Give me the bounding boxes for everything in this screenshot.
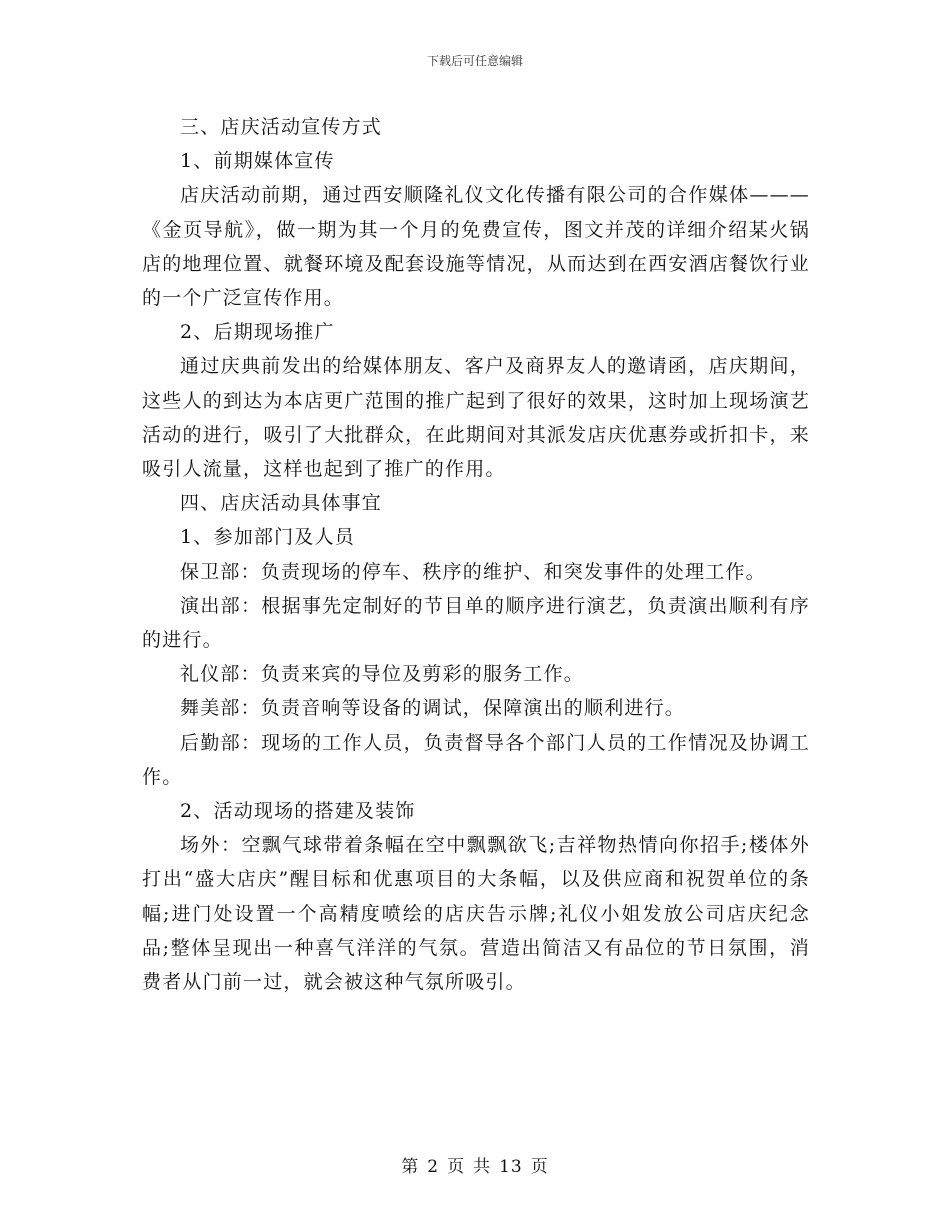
paragraph-logistics-dept: 后勤部：现场的工作人员，负责督导各个部门人员的工作情况及协调工作。 (142, 731, 810, 788)
page-header-note: 下载后可任意编辑 (426, 54, 523, 68)
document-body (142, 110, 810, 999)
paragraph-media-publicity: 店庆活动前期，通过西安顺隆礼仪文化传播有限公司的合作媒体———《金页导航》，做一期为其一个月的免费宣传，图文并茂的详细介绍某火锅店的地理位置、就餐环境及配套设施等情况，从而达到在西安酒店餐饮行业的一个广泛宣传作用。 (142, 184, 810, 310)
footer-total-word: 共 (473, 1157, 492, 1177)
subheading-departments: 1、参加部门及人员 (180, 526, 355, 549)
paragraph-outdoor-setup: 场外：空飘气球带着条幅在空中飘飘欲飞;吉祥物热情向你招手;楼体外打出“盛大店庆”醒目标和优惠项目的大条幅，以及供应商和祝贺单位的条幅;进门处设置一个高精度喷绘的店庆告示牌;礼仪小姐发放公司店庆纪念品;整体呈现出一种喜气洋洋的气氛。营造出简洁又有品位的节日氛围，消费者从门前一过，就会被这种气氛所吸引。 (142, 834, 810, 994)
page-number-footer (0, 1152, 950, 1177)
footer-current-page: 2 (427, 1157, 440, 1177)
footer-page-word: 页 (447, 1157, 466, 1177)
section-heading-publicity: 三、店庆活动宣传方式 (180, 116, 383, 138)
subheading-venue-setup: 2、活动现场的搭建及装饰 (180, 800, 416, 823)
paragraph-performance-dept: 演出部：根据事先定制好的节目单的顺序进行演艺，负责演出顺利有序的进行。 (142, 594, 810, 652)
section-heading-details: 四、店庆活动具体事宜 (180, 492, 383, 515)
paragraph-security-dept: 保卫部：负责现场的停车、秩序的维护、和突发事件的处理工作。 (180, 560, 766, 583)
paragraph-etiquette-dept: 礼仪部：负责来宾的导位及剪彩的服务工作。 (180, 663, 585, 686)
paragraph-stage-dept: 舞美部：负责音响等设备的调试，保障演出的顺利进行。 (180, 697, 686, 720)
subheading-onsite-promotion: 2、后期现场推广 (180, 321, 335, 344)
footer-prefix: 第 (401, 1157, 420, 1177)
paragraph-onsite-promotion: 通过庆典前发出的给媒体朋友、客户及商界友人的邀请函，店庆期间，这些人的到达为本店更广范围的推广起到了很好的效果，这时加上现场演艺活动的进行，吸引了大批群众，在此期间对其派发店庆优惠券或折扣卡，来吸引人流量，这样也起到了推广的作用。 (142, 355, 810, 481)
footer-suffix: 页 (530, 1157, 549, 1177)
subheading-media-publicity: 1、前期媒体宣传 (180, 150, 335, 173)
footer-total-pages: 13 (499, 1157, 523, 1177)
